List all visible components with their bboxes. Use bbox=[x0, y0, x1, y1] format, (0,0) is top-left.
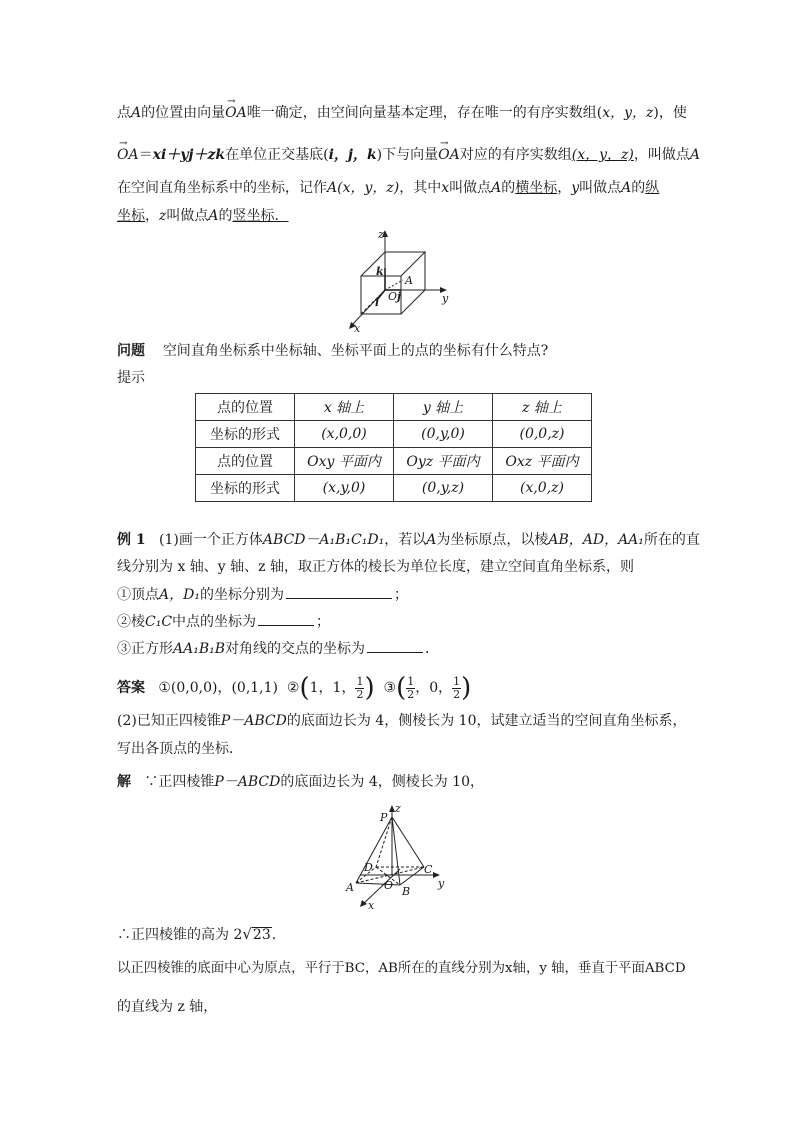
hint-label: 提示 bbox=[117, 370, 145, 386]
math: AA₁B₁B bbox=[173, 641, 226, 657]
vector-j-label: j bbox=[397, 290, 401, 303]
vector-OA: → OA bbox=[225, 104, 247, 122]
text: ①顶点 bbox=[117, 587, 159, 603]
math: (x，y，z) bbox=[571, 147, 634, 163]
coordinate-table bbox=[195, 393, 592, 502]
text: 的 bbox=[631, 180, 646, 196]
paragraph-line-3 bbox=[117, 179, 659, 197]
text: 叫做点 bbox=[166, 208, 209, 224]
part2-line-2: 写出各顶点的坐标． bbox=[117, 741, 243, 757]
vertex-C-label: C bbox=[424, 863, 433, 876]
table-row bbox=[196, 421, 592, 448]
math: x bbox=[441, 180, 450, 196]
table-cell: (x,0,0) bbox=[295, 421, 394, 448]
math: A，D₁ bbox=[159, 587, 200, 603]
text: ； bbox=[393, 587, 408, 603]
paragraph-line-4 bbox=[117, 207, 289, 225]
text: (2)已知正四棱锥 bbox=[117, 713, 221, 729]
axis-y-label: y bbox=[442, 292, 449, 305]
question-1 bbox=[117, 585, 408, 604]
table-cell: z 轴上 bbox=[493, 394, 592, 421]
text: )，使 bbox=[653, 105, 687, 121]
text: 的位置由向量 bbox=[141, 105, 226, 121]
pyramid-figure bbox=[340, 803, 460, 913]
axis-y-label: y bbox=[438, 877, 445, 890]
math: 1，1， bbox=[309, 680, 356, 696]
math: xi＋yj＋zk bbox=[152, 147, 226, 163]
text: 的底面边长为 4，侧棱长为 10， bbox=[280, 774, 484, 790]
table-cell: y 轴上 bbox=[394, 394, 493, 421]
vertex-B-label: B bbox=[402, 885, 411, 898]
text: ＝ bbox=[138, 147, 153, 163]
part2-line-1 bbox=[117, 712, 686, 730]
math: AB，AD，AA₁ bbox=[548, 532, 644, 548]
solution-line bbox=[117, 773, 484, 791]
text: 在空间直角坐标系中的坐标，记作 bbox=[117, 180, 327, 196]
origin-label: O bbox=[384, 879, 394, 892]
table-cell: x 轴上 bbox=[295, 394, 394, 421]
height-line: ∴正四棱锥的高为 2√23. bbox=[117, 925, 277, 943]
text: 在单位正交基底( bbox=[225, 147, 329, 163]
answer-part-3: ③ bbox=[383, 680, 397, 696]
answer-label: 答案 bbox=[117, 680, 145, 696]
example-label: 例 1 bbox=[117, 532, 146, 548]
term: 横坐标 bbox=[515, 180, 558, 196]
example-line-2: 线分别为 x 轴、y 轴、z 轴，取正方体的棱长为单位长度，建立空间直角坐标系，则 bbox=[117, 559, 634, 575]
answer-blank bbox=[367, 639, 423, 653]
table-cell: Oxy 平面内 bbox=[295, 448, 394, 475]
table-cell: (x,y,0) bbox=[295, 475, 394, 502]
table-cell: 点的位置 bbox=[196, 394, 295, 421]
table-cell: 点的位置 bbox=[196, 448, 295, 475]
math: ，0， bbox=[415, 680, 453, 696]
setup-line-2: 的直线为 z 轴， bbox=[117, 999, 218, 1015]
math: C₁C bbox=[145, 614, 173, 630]
math: A(x，y，z) bbox=[327, 180, 400, 196]
math: y bbox=[571, 180, 580, 196]
answer-part-2: ② bbox=[286, 680, 300, 696]
fraction: $\frac{1}{2}$ bbox=[453, 674, 461, 701]
text: ； bbox=[316, 614, 331, 630]
text: 为坐标原点，以棱 bbox=[436, 532, 549, 548]
point-label: A bbox=[426, 532, 437, 548]
text: 对应的有序实数组 bbox=[459, 147, 572, 163]
text: 的底面边长为 4，侧棱长为 10，试建立适当的空间直角坐标系， bbox=[286, 713, 687, 729]
text: ，其中 bbox=[399, 180, 442, 196]
table-cell: 坐标的形式 bbox=[196, 421, 295, 448]
question-text: 空间直角坐标系中坐标轴、坐标平面上的点的坐标有什么特点? bbox=[162, 343, 549, 359]
vertex-A-label: A bbox=[346, 881, 354, 894]
text: 的坐标分别为 bbox=[199, 587, 284, 603]
term: 竖坐标． bbox=[232, 208, 289, 224]
text: 的 bbox=[218, 208, 233, 224]
text: ． bbox=[425, 641, 440, 657]
radicand: 23 bbox=[252, 927, 271, 943]
text: ②棱 bbox=[117, 614, 145, 630]
math: P－ABCD bbox=[214, 774, 281, 790]
text: ， bbox=[145, 208, 159, 224]
vector-OA: → OA bbox=[438, 146, 460, 164]
setup-line-1: 以正四棱锥的底面中心为原点，平行于BC，AB所在的直线分别为x轴，y 轴，垂直于平面ABCD bbox=[117, 961, 686, 976]
origin-label: O bbox=[388, 290, 398, 303]
math: x，y，z bbox=[602, 105, 654, 121]
question-3 bbox=[117, 639, 439, 658]
cube-coordinate-figure bbox=[335, 228, 465, 333]
point-label: A bbox=[689, 147, 700, 163]
axis-x-label: x bbox=[368, 899, 375, 912]
text: ， bbox=[557, 180, 572, 196]
text: )下与向量 bbox=[376, 147, 439, 163]
term: 坐标 bbox=[117, 208, 145, 224]
term: 纵 bbox=[645, 180, 660, 196]
vertex-P-label: P bbox=[380, 811, 388, 824]
text: ∵正四棱锥 bbox=[144, 774, 215, 790]
point-label: A bbox=[491, 180, 502, 196]
question-2 bbox=[117, 612, 330, 631]
vector-k-label: k bbox=[376, 265, 384, 278]
solution-label: 解 bbox=[117, 774, 131, 790]
question-label: 问题 bbox=[117, 343, 145, 359]
text: 唯一确定，由空间向量基本定理，存在唯一的有序实数组( bbox=[246, 105, 603, 121]
fraction: $\frac{1}{2}$ bbox=[356, 674, 364, 701]
text: 对角线的交点的坐标为 bbox=[225, 641, 366, 657]
answer-part-1: ①(0,0,0)，(0,1,1) bbox=[158, 680, 279, 696]
answer-blank bbox=[286, 585, 392, 599]
text: (1)画一个正方体 bbox=[158, 532, 263, 548]
text: 中点的坐标为 bbox=[172, 614, 257, 630]
table-cell: (x,0,z) bbox=[493, 475, 592, 502]
text: 叫做点 bbox=[579, 180, 622, 196]
table-cell: 坐标的形式 bbox=[196, 475, 295, 502]
example-line-1 bbox=[117, 531, 700, 549]
axis-x-label: x bbox=[354, 322, 361, 333]
text: . bbox=[271, 927, 277, 943]
text: 点 bbox=[117, 105, 131, 121]
point-label: A bbox=[131, 105, 142, 121]
axis-z-label: z bbox=[395, 803, 401, 815]
paragraph-line-1 bbox=[117, 104, 687, 122]
vector-i-label: i bbox=[375, 296, 380, 309]
answer-line: 答案 ①(0,0,0)，(0,1,1) ②(1，1， $\frac{1}{2}$ ) ③( $\frac{1}{2}$ ，0， $\frac{1}{2}$ ) bbox=[117, 673, 472, 703]
table-row bbox=[196, 394, 592, 421]
math: P－ABCD bbox=[220, 713, 287, 729]
table-cell: (0,y,z) bbox=[394, 475, 493, 502]
table-cell: Oyz 平面内 bbox=[394, 448, 493, 475]
table-row bbox=[196, 475, 592, 502]
vector-OA: → OA bbox=[117, 146, 139, 164]
text: ∴正四棱锥的高为 2 bbox=[117, 927, 243, 943]
text: 叫做点 bbox=[449, 180, 492, 196]
point-A-label: A bbox=[405, 274, 413, 287]
text: ③正方形 bbox=[117, 641, 173, 657]
answer-blank bbox=[258, 612, 314, 626]
text: ，叫做点 bbox=[633, 147, 690, 163]
point-label: A bbox=[621, 180, 632, 196]
text: 所在的直 bbox=[643, 532, 700, 548]
vertex-D-label: D bbox=[364, 861, 373, 874]
fraction: $\frac{1}{2}$ bbox=[407, 674, 415, 701]
text: ，若以 bbox=[384, 532, 427, 548]
table-cell: (0,0,z) bbox=[493, 421, 592, 448]
paragraph-line-2 bbox=[117, 146, 700, 164]
table-cell: (0,y,0) bbox=[394, 421, 493, 448]
question-line bbox=[117, 342, 548, 360]
axis-z-label: z bbox=[378, 228, 384, 241]
math: z bbox=[159, 208, 167, 224]
math: ABCD－A₁B₁C₁D₁ bbox=[262, 532, 385, 548]
text: 的 bbox=[501, 180, 516, 196]
math: i，j，k bbox=[328, 147, 377, 163]
point-label: A bbox=[208, 208, 219, 224]
table-cell: Oxz 平面内 bbox=[493, 448, 592, 475]
table-row bbox=[196, 448, 592, 475]
